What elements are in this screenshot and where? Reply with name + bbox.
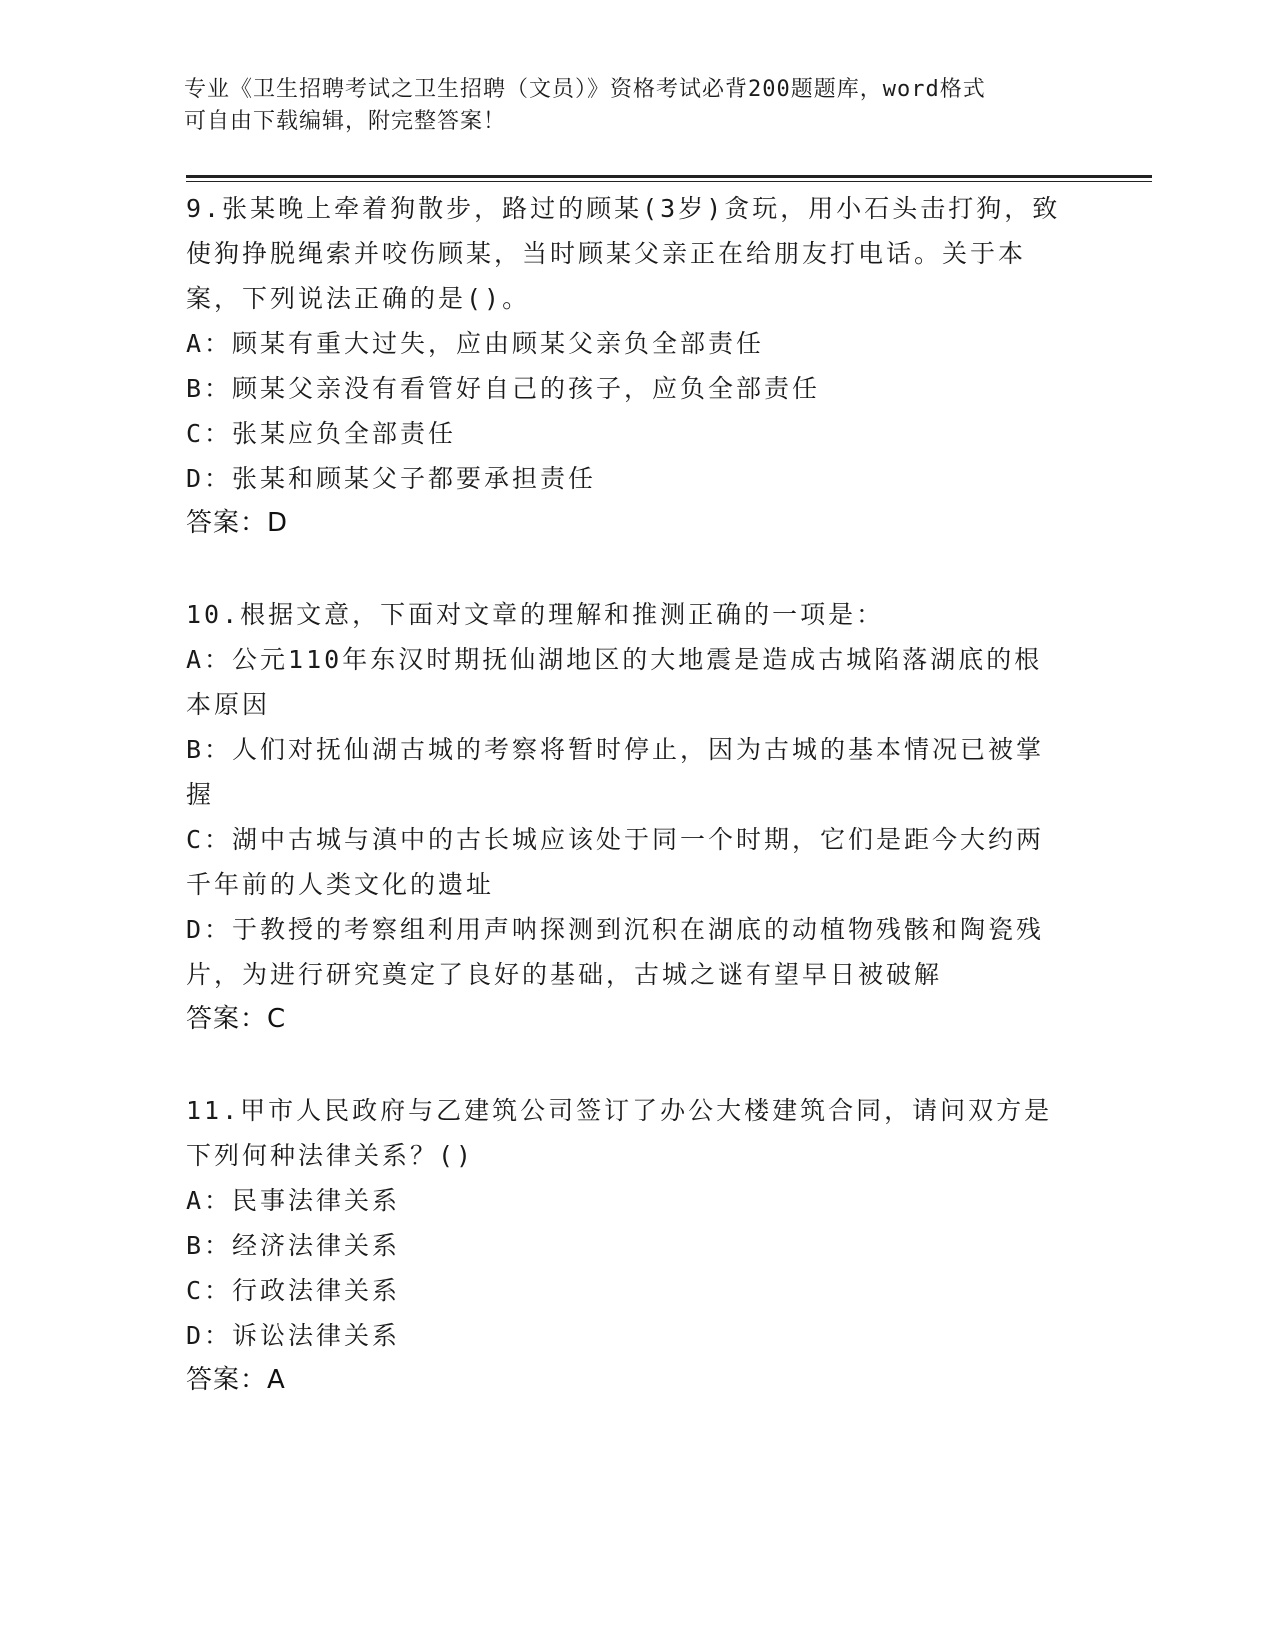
question-11-option-a: A：民事法律关系 — [186, 1186, 401, 1215]
question-11-option-d: D：诉讼法律关系 — [186, 1321, 401, 1350]
question-spacer — [186, 1042, 1086, 1088]
header-divider-thin — [186, 181, 1152, 182]
question-10-stem-line-1: 10.根据文意，下面对文章的理解和推测正确的一项是： — [186, 600, 885, 629]
question-11 — [186, 1088, 1086, 1403]
question-10-option-b-line-2: 握 — [186, 780, 215, 809]
question-9-stem-line-3: 案，下列说法正确的是()。 — [186, 284, 531, 313]
question-11-stem-line-2: 下列何种法律关系？() — [186, 1141, 475, 1170]
question-11-option-c: C：行政法律关系 — [186, 1276, 401, 1305]
header-line-2: 可自由下载编辑，附完整答案！ — [184, 109, 507, 134]
question-11-stem-line-1: 11.甲市人民政府与乙建筑公司签订了办公大楼建筑合同，请问双方是 — [186, 1096, 1053, 1125]
document-header — [184, 74, 1064, 138]
question-10-option-b-line-1: B：人们对抚仙湖古城的考察将暂时停止，因为古城的基本情况已被掌 — [186, 735, 1045, 764]
question-9-option-b: B：顾某父亲没有看管好自己的孩子，应负全部责任 — [186, 374, 821, 403]
question-10-option-c-line-1: C：湖中古城与滇中的古长城应该处于同一个时期，它们是距今大约两 — [186, 825, 1045, 854]
question-9-stem-line-2: 使狗挣脱绳索并咬伤顾某，当时顾某父亲正在给朋友打电话。关于本 — [186, 239, 1027, 268]
question-9-answer: 答案：D — [186, 508, 289, 538]
question-9 — [186, 186, 1086, 546]
question-11-answer: 答案：A — [186, 1365, 286, 1395]
header-divider-thick — [186, 175, 1152, 178]
question-9-option-a: A：顾某有重大过失，应由顾某父亲负全部责任 — [186, 329, 765, 358]
question-9-stem-line-1: 9.张某晚上牵着狗散步，路过的顾某(3岁)贪玩，用小石头击打狗，致 — [186, 194, 1061, 223]
question-9-option-d: D：张某和顾某父子都要承担责任 — [186, 464, 597, 493]
header-line-1: 专业《卫生招聘考试之卫生招聘（文员）》资格考试必背200题题库，word格式 — [184, 77, 986, 102]
question-spacer — [186, 546, 1086, 592]
question-10-answer: 答案：C — [186, 1004, 287, 1034]
question-list — [186, 186, 1086, 1403]
question-10-option-d-line-1: D：于教授的考察组利用声呐探测到沉积在湖底的动植物残骸和陶瓷残 — [186, 915, 1045, 944]
question-11-option-b: B：经济法律关系 — [186, 1231, 401, 1260]
question-10 — [186, 592, 1086, 1042]
question-10-option-c-line-2: 千年前的人类文化的遗址 — [186, 870, 495, 899]
question-10-option-a-line-1: A：公元110年东汉时期抚仙湖地区的大地震是造成古城陷落湖底的根 — [186, 645, 1043, 674]
question-10-option-d-line-2: 片，为进行研究奠定了良好的基础，古城之谜有望早日被破解 — [186, 960, 943, 989]
question-9-option-c: C：张某应负全部责任 — [186, 419, 457, 448]
question-10-option-a-line-2: 本原因 — [186, 690, 271, 719]
